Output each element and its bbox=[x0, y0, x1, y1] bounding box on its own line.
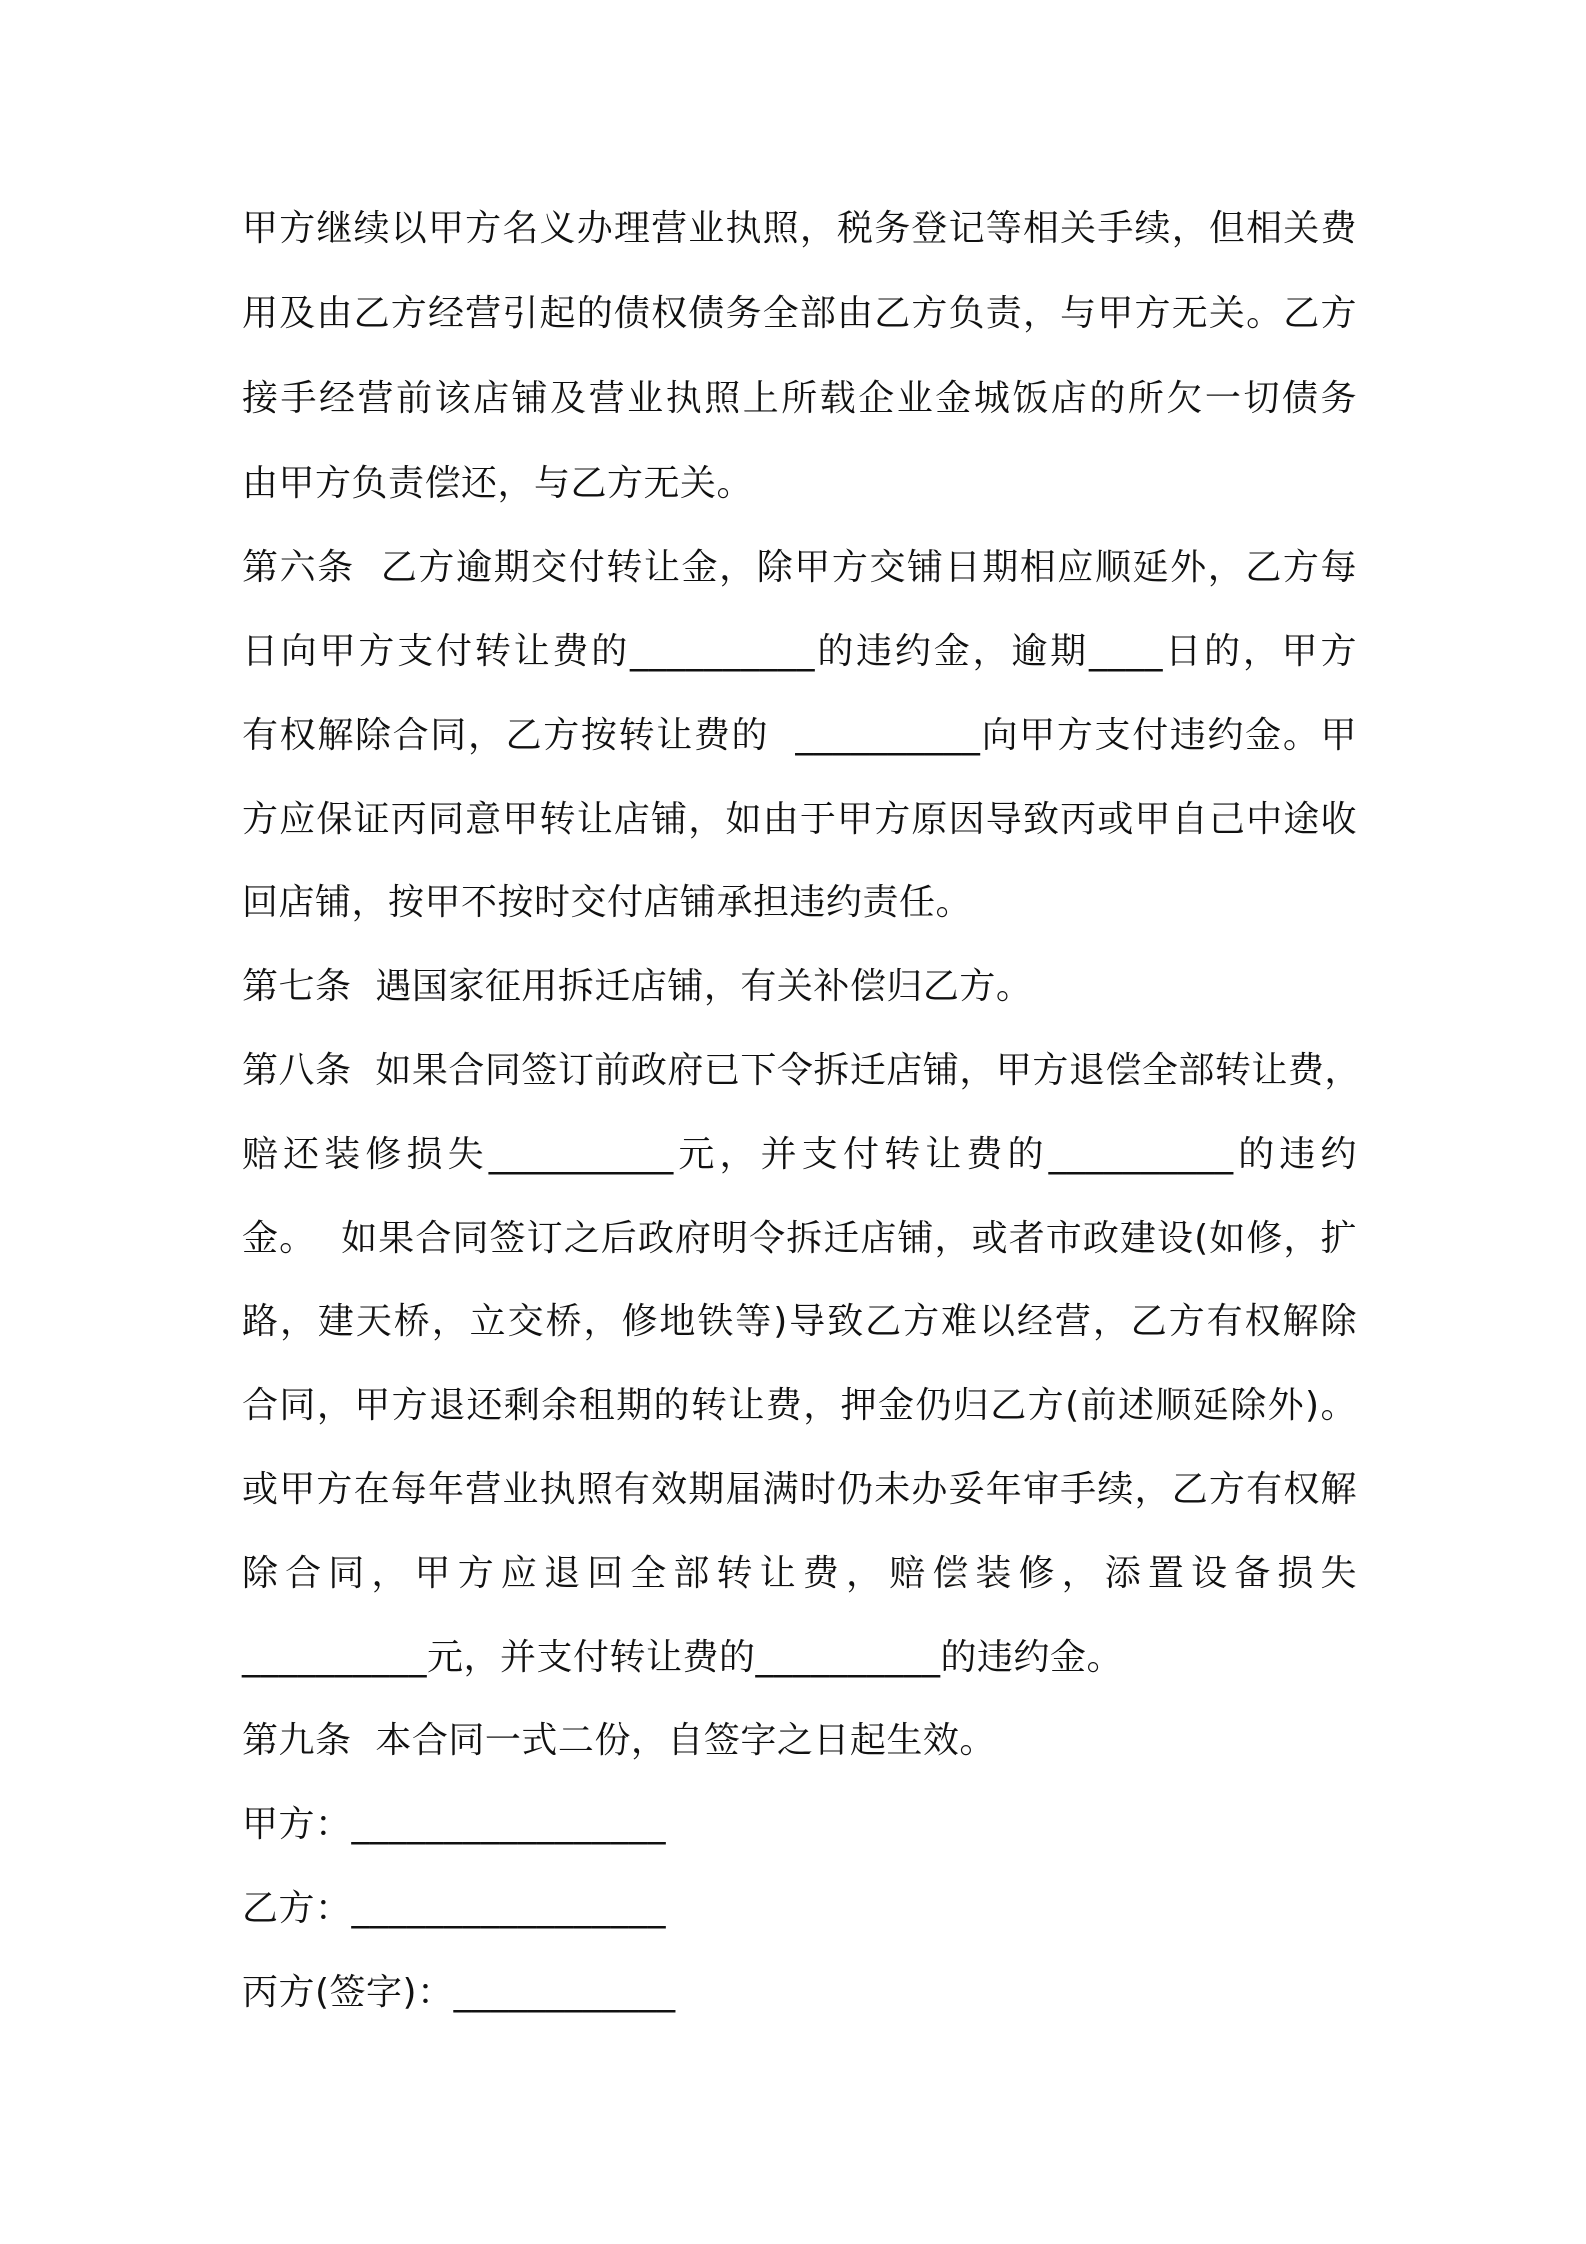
clause-7-line: 第七条 遇国家征用拆迁店铺，有关补偿归乙方。 bbox=[242, 966, 1033, 1007]
clause-6-line: 第六条 乙方逾期交付转让金，除甲方交铺日期相应顺延外，乙方每 bbox=[242, 547, 1357, 588]
text-line: 有权解除合同，乙方按转让费的 __________向甲方支付违约金。甲 bbox=[242, 715, 1357, 756]
text-line: 合同，甲方退还剩余租期的转让费，押金仍归乙方(前述顺延除外)。 bbox=[242, 1385, 1357, 1426]
text-line: __________元，并支付转让费的__________的违约金。 bbox=[242, 1637, 1124, 1678]
text-line: 日向甲方支付转让费的__________的违约金，逾期____日的，甲方 bbox=[242, 631, 1357, 672]
text-line: 回店铺，按甲不按时交付店铺承担违约责任。 bbox=[242, 882, 973, 923]
signature-party-c: 丙方(签字)：____________ bbox=[242, 1972, 676, 2013]
text-line: 除合同，甲方应退回全部转让费，赔偿装修，添置设备损失 bbox=[242, 1553, 1357, 1594]
clause-9-line: 第九条 本合同一式二份，自签字之日起生效。 bbox=[242, 1720, 996, 1761]
text-line: 或甲方在每年营业执照有效期届满时仍未办妥年审手续，乙方有权解 bbox=[242, 1469, 1357, 1510]
signature-party-a: 甲方：_________________ bbox=[242, 1804, 667, 1845]
text-line: 路，建天桥，立交桥，修地铁等)导致乙方难以经营，乙方有权解除 bbox=[242, 1301, 1357, 1342]
text-line: 由甲方负责偿还，与乙方无关。 bbox=[242, 463, 754, 504]
text-line: 接手经营前该店铺及营业执照上所载企业金城饭店的所欠一切债务 bbox=[242, 378, 1357, 419]
signature-party-b: 乙方：_________________ bbox=[242, 1888, 667, 1929]
text-line: 金。 如果合同签订之后政府明令拆迁店铺，或者市政建设(如修，扩 bbox=[242, 1218, 1357, 1259]
text-line: 方应保证丙同意甲转让店铺，如由于甲方原因导致丙或甲自己中途收 bbox=[242, 799, 1357, 840]
text-line: 甲方继续以甲方名义办理营业执照，税务登记等相关手续，但相关费 bbox=[242, 208, 1357, 249]
text-line: 赔还装修损失__________元，并支付转让费的__________的违约 bbox=[242, 1134, 1357, 1175]
text-line: 用及由乙方经营引起的债权债务全部由乙方负责，与甲方无关。乙方 bbox=[242, 293, 1357, 334]
clause-8-line: 第八条 如果合同签订前政府已下令拆迁店铺，甲方退偿全部转让费， bbox=[242, 1050, 1361, 1091]
